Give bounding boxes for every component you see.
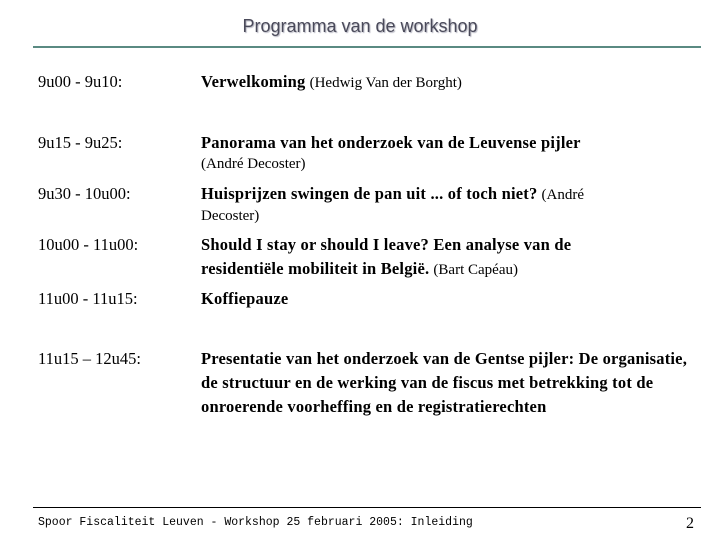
schedule-activity: Presentatie van het onderzoek van de Gentse pijler: De organisatie, de structuur en de werking van de fiscus met betrekking tot de onroerende voorheffing en de registratierechten: [201, 349, 688, 416]
schedule-time: 11u00 - 11u15:: [38, 289, 138, 308]
schedule-speaker: (Hedwig Van der Borght): [309, 75, 462, 91]
page-number: 2: [686, 515, 694, 532]
schedule-speaker: (André: [541, 187, 585, 203]
footer-text: Spoor Fiscaliteit Leuven - Workshop 25 februari 2005: Inleiding: [38, 516, 473, 529]
schedule-activity: Huisprijzen swingen de pan uit ... of toch niet?: [201, 184, 538, 203]
schedule-time: 10u00 - 11u00:: [38, 235, 139, 254]
title-divider: [33, 46, 701, 48]
slide-title: Programma van de workshop: [242, 16, 478, 36]
schedule-description: [201, 287, 701, 311]
schedule-description: [201, 233, 656, 282]
schedule-activity: Should I stay or should I leave? Een analyse van de residentiële mobiliteit in België.: [201, 235, 572, 278]
schedule-description: [201, 182, 701, 227]
schedule-time: 9u15 - 9u25:: [38, 133, 123, 152]
schedule-speaker: (André Decoster): [201, 156, 306, 172]
schedule-speaker-continued: Decoster): [201, 208, 260, 224]
schedule-speaker: (Bart Capéau): [433, 262, 518, 278]
schedule-time: 9u00 - 9u10:: [38, 72, 123, 91]
schedule-time: 11u15 – 12u45:: [38, 349, 141, 368]
schedule-activity: Panorama van het onderzoek van de Leuvense pijler: [201, 133, 581, 152]
footer-divider: [33, 507, 701, 508]
schedule-activity: Koffiepauze: [201, 289, 289, 308]
schedule-time: 9u30 - 10u00:: [38, 184, 131, 203]
schedule-activity: Verwelkoming: [201, 72, 306, 91]
schedule-description: [201, 70, 701, 95]
schedule-description: [201, 347, 696, 419]
schedule-description: [201, 131, 701, 175]
